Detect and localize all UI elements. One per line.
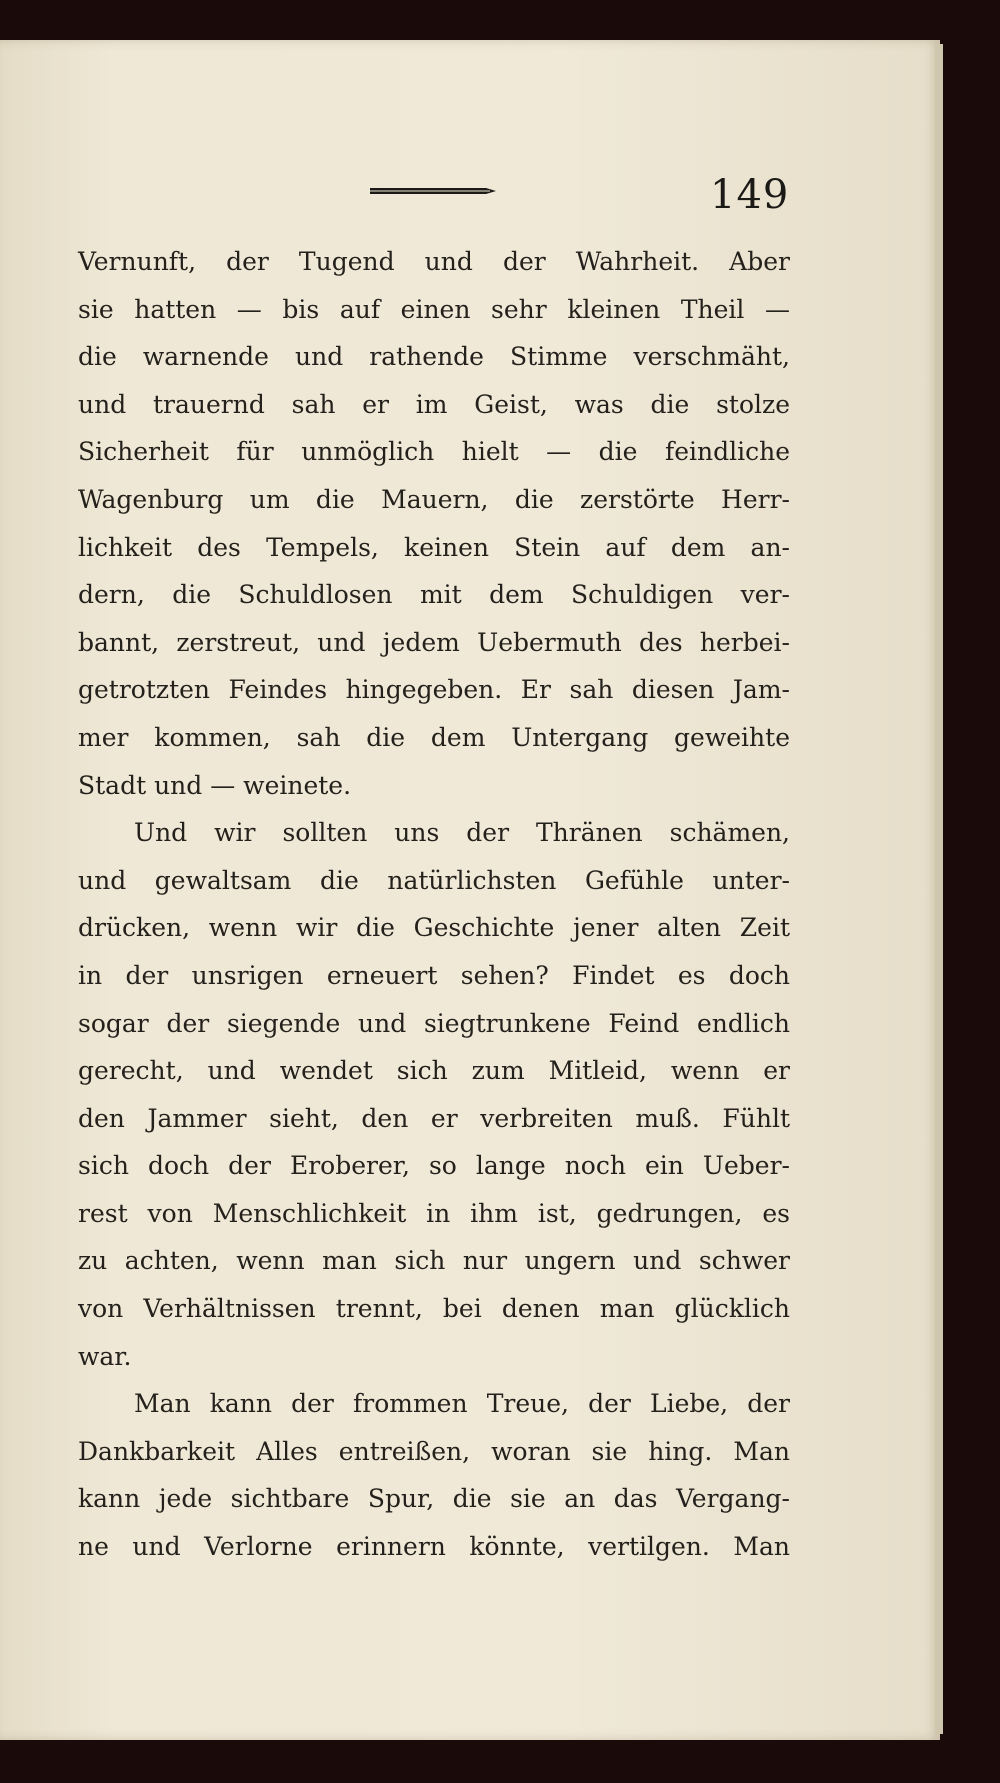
page-edge [935,44,943,1734]
text-line: die warnende und rathende Stimme verschmäht, [78,342,790,372]
text-line: sie hatten — bis auf einen sehr kleinen Theil — [78,294,790,324]
text-line: zu achten, wenn man sich nur ungern und schwer [78,1246,790,1276]
text-line: Wagenburg um die Mauern, die zerstörte Herr- [78,484,790,514]
text-line: Stadt und — weinete. [78,770,352,800]
text-line: gerecht, und wendet sich zum Mitleid, wenn er [78,1056,790,1086]
text-line: getrotzten Feindes hingegeben. Er sah diesen Jam- [78,675,790,705]
text-line: sich doch der Eroberer, so lange noch ein Ueber- [78,1151,790,1181]
text-line: Dankbarkeit Alles entreißen, woran sie hing. Man [78,1436,790,1466]
text-line: lichkeit des Tempels, keinen Stein auf dem an- [78,532,790,562]
text-line: Und wir sollten uns der Thränen schämen, [134,818,790,848]
text-line: mer kommen, sah die dem Untergang geweihte [78,722,790,752]
text-line: und gewaltsam die natürlichsten Gefühle unter- [78,865,790,895]
header-ornament-rule [370,186,500,196]
text-line: Man kann der frommen Treue, der Liebe, der [134,1389,790,1419]
text-line: drücken, wenn wir die Geschichte jener alten Zeit [78,913,790,943]
text-line: ne und Verlorne erinnern könnte, vertilgen. Man [78,1532,790,1562]
text-line: in der unsrigen erneuert sehen? Findet es doch [78,960,790,990]
text-line: Vernunft, der Tugend und der Wahrheit. Aber [78,247,790,276]
text-line: bannt, zerstreut, und jedem Uebermuth des herbei- [78,627,790,657]
text-line: dern, die Schuldlosen mit dem Schuldigen ver- [78,580,790,610]
text-line: und trauernd sah er im Geist, was die stolze [78,389,790,419]
text-line: den Jammer sieht, den er verbreiten muß. Fühlt [78,1103,790,1133]
text-line: Sicherheit für unmöglich hielt — die feindliche [78,437,790,467]
text-line: kann jede sichtbare Spur, die sie an das Vergang- [78,1484,790,1514]
text-line: war. [78,1341,132,1371]
text-line: rest von Menschlichkeit in ihm ist, gedrungen, es [78,1198,790,1228]
page-number: 149 [710,172,790,218]
text-line: sogar der siegende und siegtrunkene Feind endlich [78,1008,790,1038]
text-line: von Verhältnissen trennt, bei denen man glücklich [78,1294,790,1324]
page-text [78,238,790,1571]
